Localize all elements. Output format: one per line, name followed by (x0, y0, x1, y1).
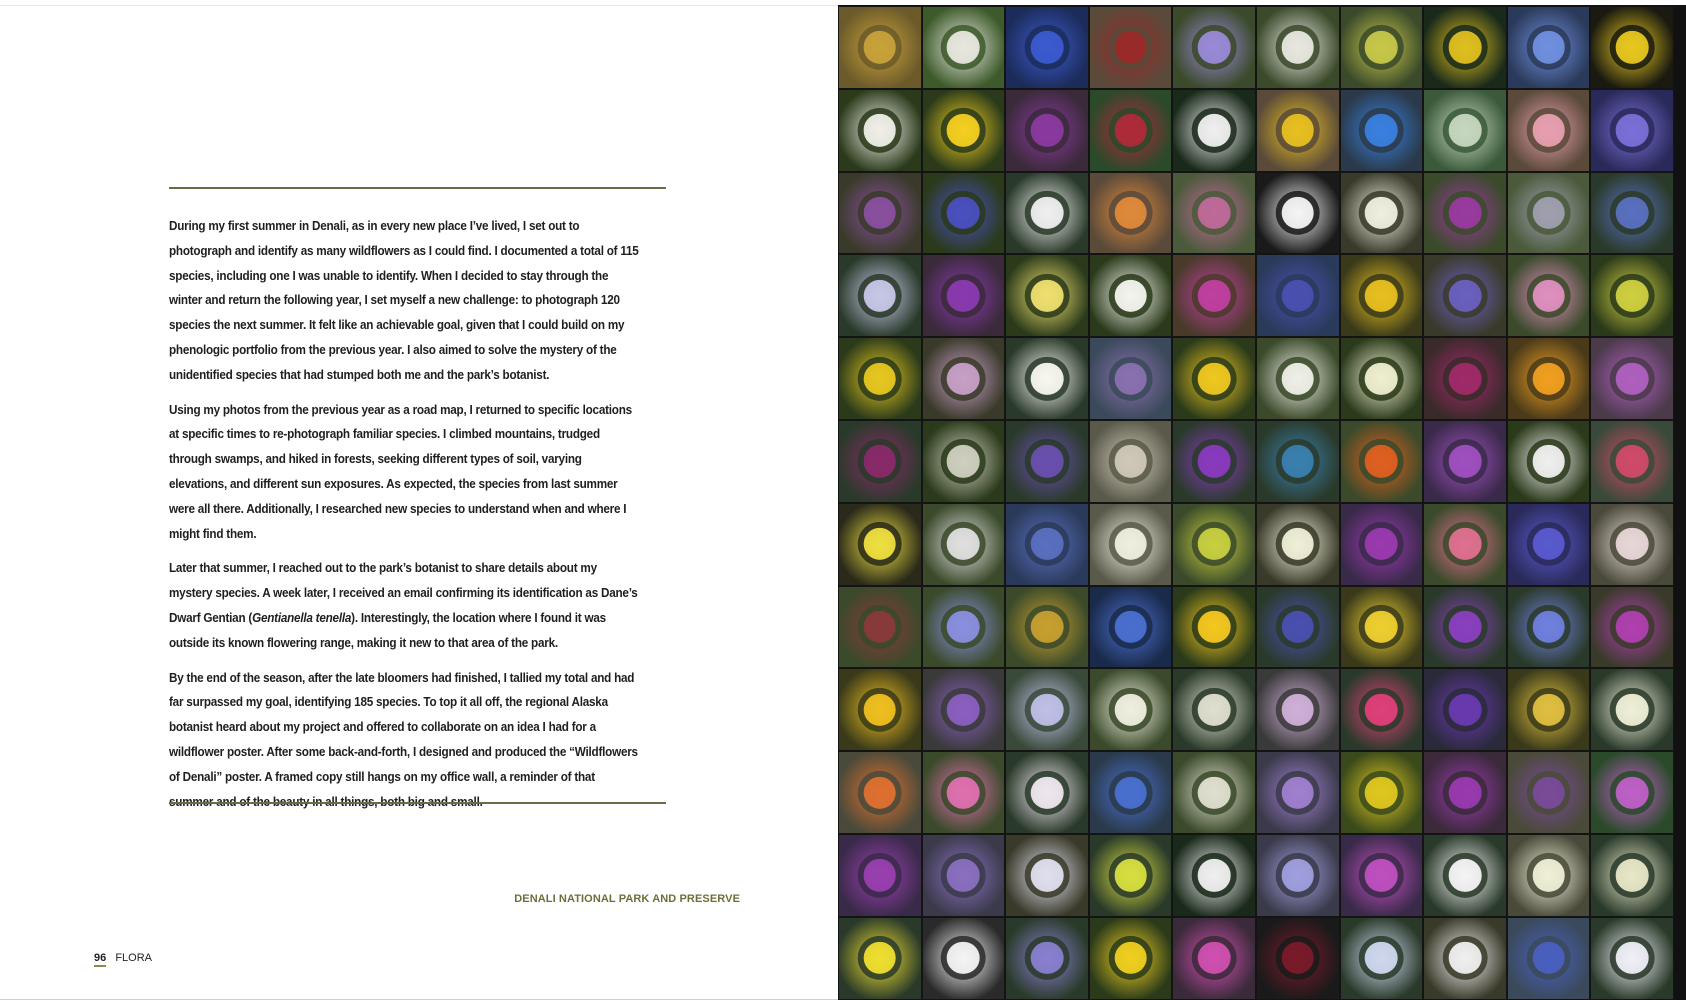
flower-photo (1507, 420, 1591, 503)
page-number: 96 (94, 952, 106, 967)
flower-photo (922, 337, 1006, 420)
flower-photo (1423, 337, 1507, 420)
flower-photo (1590, 6, 1674, 89)
paragraph-4: By the end of the season, after the late bloomers had finished, I tallied my total and had far surpassed my goal, identifying 185 species. To top it all off, the regional Alaska botanist heard about my project and offered to collaborate on an idea I had for a wildflower poster. After some back-and-forth, I designed and produced the “Wildflowers of Denali” poster. A framed copy still hangs on my office wall, a reminder of that (169, 670, 638, 784)
flower-photo (1172, 6, 1256, 89)
flower-photo (922, 503, 1006, 586)
flower-photo (1590, 503, 1674, 586)
flower-photo (838, 668, 922, 751)
flower-photo (1423, 172, 1507, 255)
flower-photo (922, 6, 1006, 89)
flower-photo (1340, 586, 1424, 669)
flower-photo (1172, 337, 1256, 420)
flower-photo (838, 917, 922, 1000)
flower-photo (1005, 89, 1089, 172)
flower-photo (1256, 172, 1340, 255)
flower-photo (838, 586, 922, 669)
flower-photo (1256, 89, 1340, 172)
flower-photo (1340, 668, 1424, 751)
flower-photo (1507, 586, 1591, 669)
flower-photo (1005, 668, 1089, 751)
flower-photo (838, 834, 922, 917)
wildflower-photo-grid (838, 6, 1674, 1000)
flower-photo (1590, 917, 1674, 1000)
flower-photo (1172, 834, 1256, 917)
flower-photo (1507, 751, 1591, 834)
flower-photo (1507, 172, 1591, 255)
flower-photo (1005, 337, 1089, 420)
flower-photo (1340, 6, 1424, 89)
flower-photo (1089, 254, 1173, 337)
flower-photo (1089, 917, 1173, 1000)
flower-photo (1340, 172, 1424, 255)
flower-photo (1005, 751, 1089, 834)
flower-photo (1089, 337, 1173, 420)
flower-photo (1423, 751, 1507, 834)
flower-photo (1089, 751, 1173, 834)
flower-photo (1172, 586, 1256, 669)
flower-photo (1256, 337, 1340, 420)
flower-photo (922, 586, 1006, 669)
flower-photo (1423, 917, 1507, 1000)
flower-photo (838, 751, 922, 834)
flower-photo (1590, 254, 1674, 337)
flower-photo (1590, 89, 1674, 172)
flower-photo (838, 89, 922, 172)
bottom-rule (169, 802, 666, 804)
flower-photo (1172, 503, 1256, 586)
flower-photo (1172, 254, 1256, 337)
flower-photo (1507, 503, 1591, 586)
flower-photo (1089, 420, 1173, 503)
flower-photo (1256, 917, 1340, 1000)
paragraph-2: Using my photos from the previous year as a road map, I returned to specific locations at specific times to re-photograph familiar species. I climbed mountains, trudged through swamps, and hiked in forests, seeking different types of soil, varying elevations, and different sun exposures. As expected, the species from last summer were all there. Additionally, I researched new species to understand when and where I might find them. (169, 402, 632, 541)
flower-photo (1590, 337, 1674, 420)
flower-photo (1590, 751, 1674, 834)
flower-photo (1507, 917, 1591, 1000)
flower-photo (1423, 6, 1507, 89)
flower-photo (1423, 420, 1507, 503)
flower-photo (1507, 6, 1591, 89)
flower-photo (1340, 503, 1424, 586)
flower-photo (1172, 668, 1256, 751)
flower-photo (1423, 586, 1507, 669)
flower-photo (1005, 503, 1089, 586)
flower-photo (922, 89, 1006, 172)
flower-photo (1590, 668, 1674, 751)
flower-photo (1256, 254, 1340, 337)
flower-photo (1005, 254, 1089, 337)
flower-photo (1340, 337, 1424, 420)
flower-photo (1005, 834, 1089, 917)
flower-photo (838, 420, 922, 503)
flower-photo (1507, 89, 1591, 172)
flower-photo (1507, 254, 1591, 337)
flower-photo (1089, 6, 1173, 89)
flower-photo (1256, 751, 1340, 834)
flower-photo (1590, 834, 1674, 917)
flower-photo (1340, 254, 1424, 337)
flower-photo (838, 337, 922, 420)
page-footer (94, 952, 152, 964)
flower-photo (1423, 834, 1507, 917)
flower-photo (1089, 172, 1173, 255)
flower-photo (922, 254, 1006, 337)
flower-photo (1340, 420, 1424, 503)
flower-photo (922, 834, 1006, 917)
flower-photo (1089, 503, 1173, 586)
flower-photo (1590, 586, 1674, 669)
flower-photo (1089, 834, 1173, 917)
flower-photo (1256, 586, 1340, 669)
park-label: DENALI NATIONAL PARK AND PRESERVE (514, 893, 740, 905)
flower-photo (1005, 420, 1089, 503)
right-page (838, 5, 1686, 1000)
flower-photo (838, 172, 922, 255)
flower-photo (1005, 172, 1089, 255)
flower-photo (922, 668, 1006, 751)
flower-photo (1340, 917, 1424, 1000)
flower-photo (1256, 503, 1340, 586)
paragraph-1: During my first summer in Denali, as in every new place I’ve lived, I set out to photograph and identify as many wildflowers as I could find. I documented a total of 115 species, including one I was unable to identify. When I decided to stay through the winter and return the following year, I set myself a new challenge: to photograph 120 species the next summer. It felt like an achievable goal, given that I could build on my phenologic portfolio from the previous year. I also aimed to solve the mystery of the unidentified species that had stumped both me and the park’s botanist. (169, 219, 639, 382)
paragraph-3-text-b: ). Interestingly, the location where I found it was outside its known flowering range, making it new to that area of the park. (169, 610, 606, 650)
flower-photo (1423, 668, 1507, 751)
top-rule (169, 187, 666, 189)
flower-photo (1590, 172, 1674, 255)
flower-photo (1256, 6, 1340, 89)
flower-photo (838, 254, 922, 337)
flower-photo (1005, 6, 1089, 89)
paragraph-3 (169, 556, 639, 655)
flower-photo (1172, 172, 1256, 255)
flower-photo (1089, 668, 1173, 751)
flower-photo (1507, 337, 1591, 420)
flower-photo (1256, 420, 1340, 503)
section-name: FLORA (115, 952, 152, 964)
flower-photo (1172, 751, 1256, 834)
flower-photo (1172, 89, 1256, 172)
flower-photo (922, 751, 1006, 834)
flower-photo (1340, 834, 1424, 917)
flower-photo (838, 6, 922, 89)
flower-photo (922, 172, 1006, 255)
flower-photo (1423, 503, 1507, 586)
flower-photo (1507, 834, 1591, 917)
flower-photo (1005, 917, 1089, 1000)
flower-photo (1089, 89, 1173, 172)
flower-photo (1256, 668, 1340, 751)
flower-photo (1172, 420, 1256, 503)
flower-photo (1089, 586, 1173, 669)
flower-photo (838, 503, 922, 586)
flower-photo (1507, 668, 1591, 751)
flower-photo (1590, 420, 1674, 503)
paragraph-3-text-a: Later that summer, I reached out to the park’s botanist to share details about my mystery species. A week later, I received an email confirming its identification as Dane’s Dwarf Gentian ( (169, 561, 638, 625)
left-page (0, 5, 838, 1000)
flower-photo (1256, 834, 1340, 917)
flower-photo (1423, 254, 1507, 337)
body-text (169, 214, 639, 824)
flower-photo (1423, 89, 1507, 172)
flower-photo (922, 420, 1006, 503)
flower-photo (1005, 586, 1089, 669)
flower-photo (1340, 751, 1424, 834)
flower-photo (1340, 89, 1424, 172)
flower-photo (922, 917, 1006, 1000)
flower-photo (1172, 917, 1256, 1000)
species-name: Gentianella tenella (252, 610, 352, 625)
